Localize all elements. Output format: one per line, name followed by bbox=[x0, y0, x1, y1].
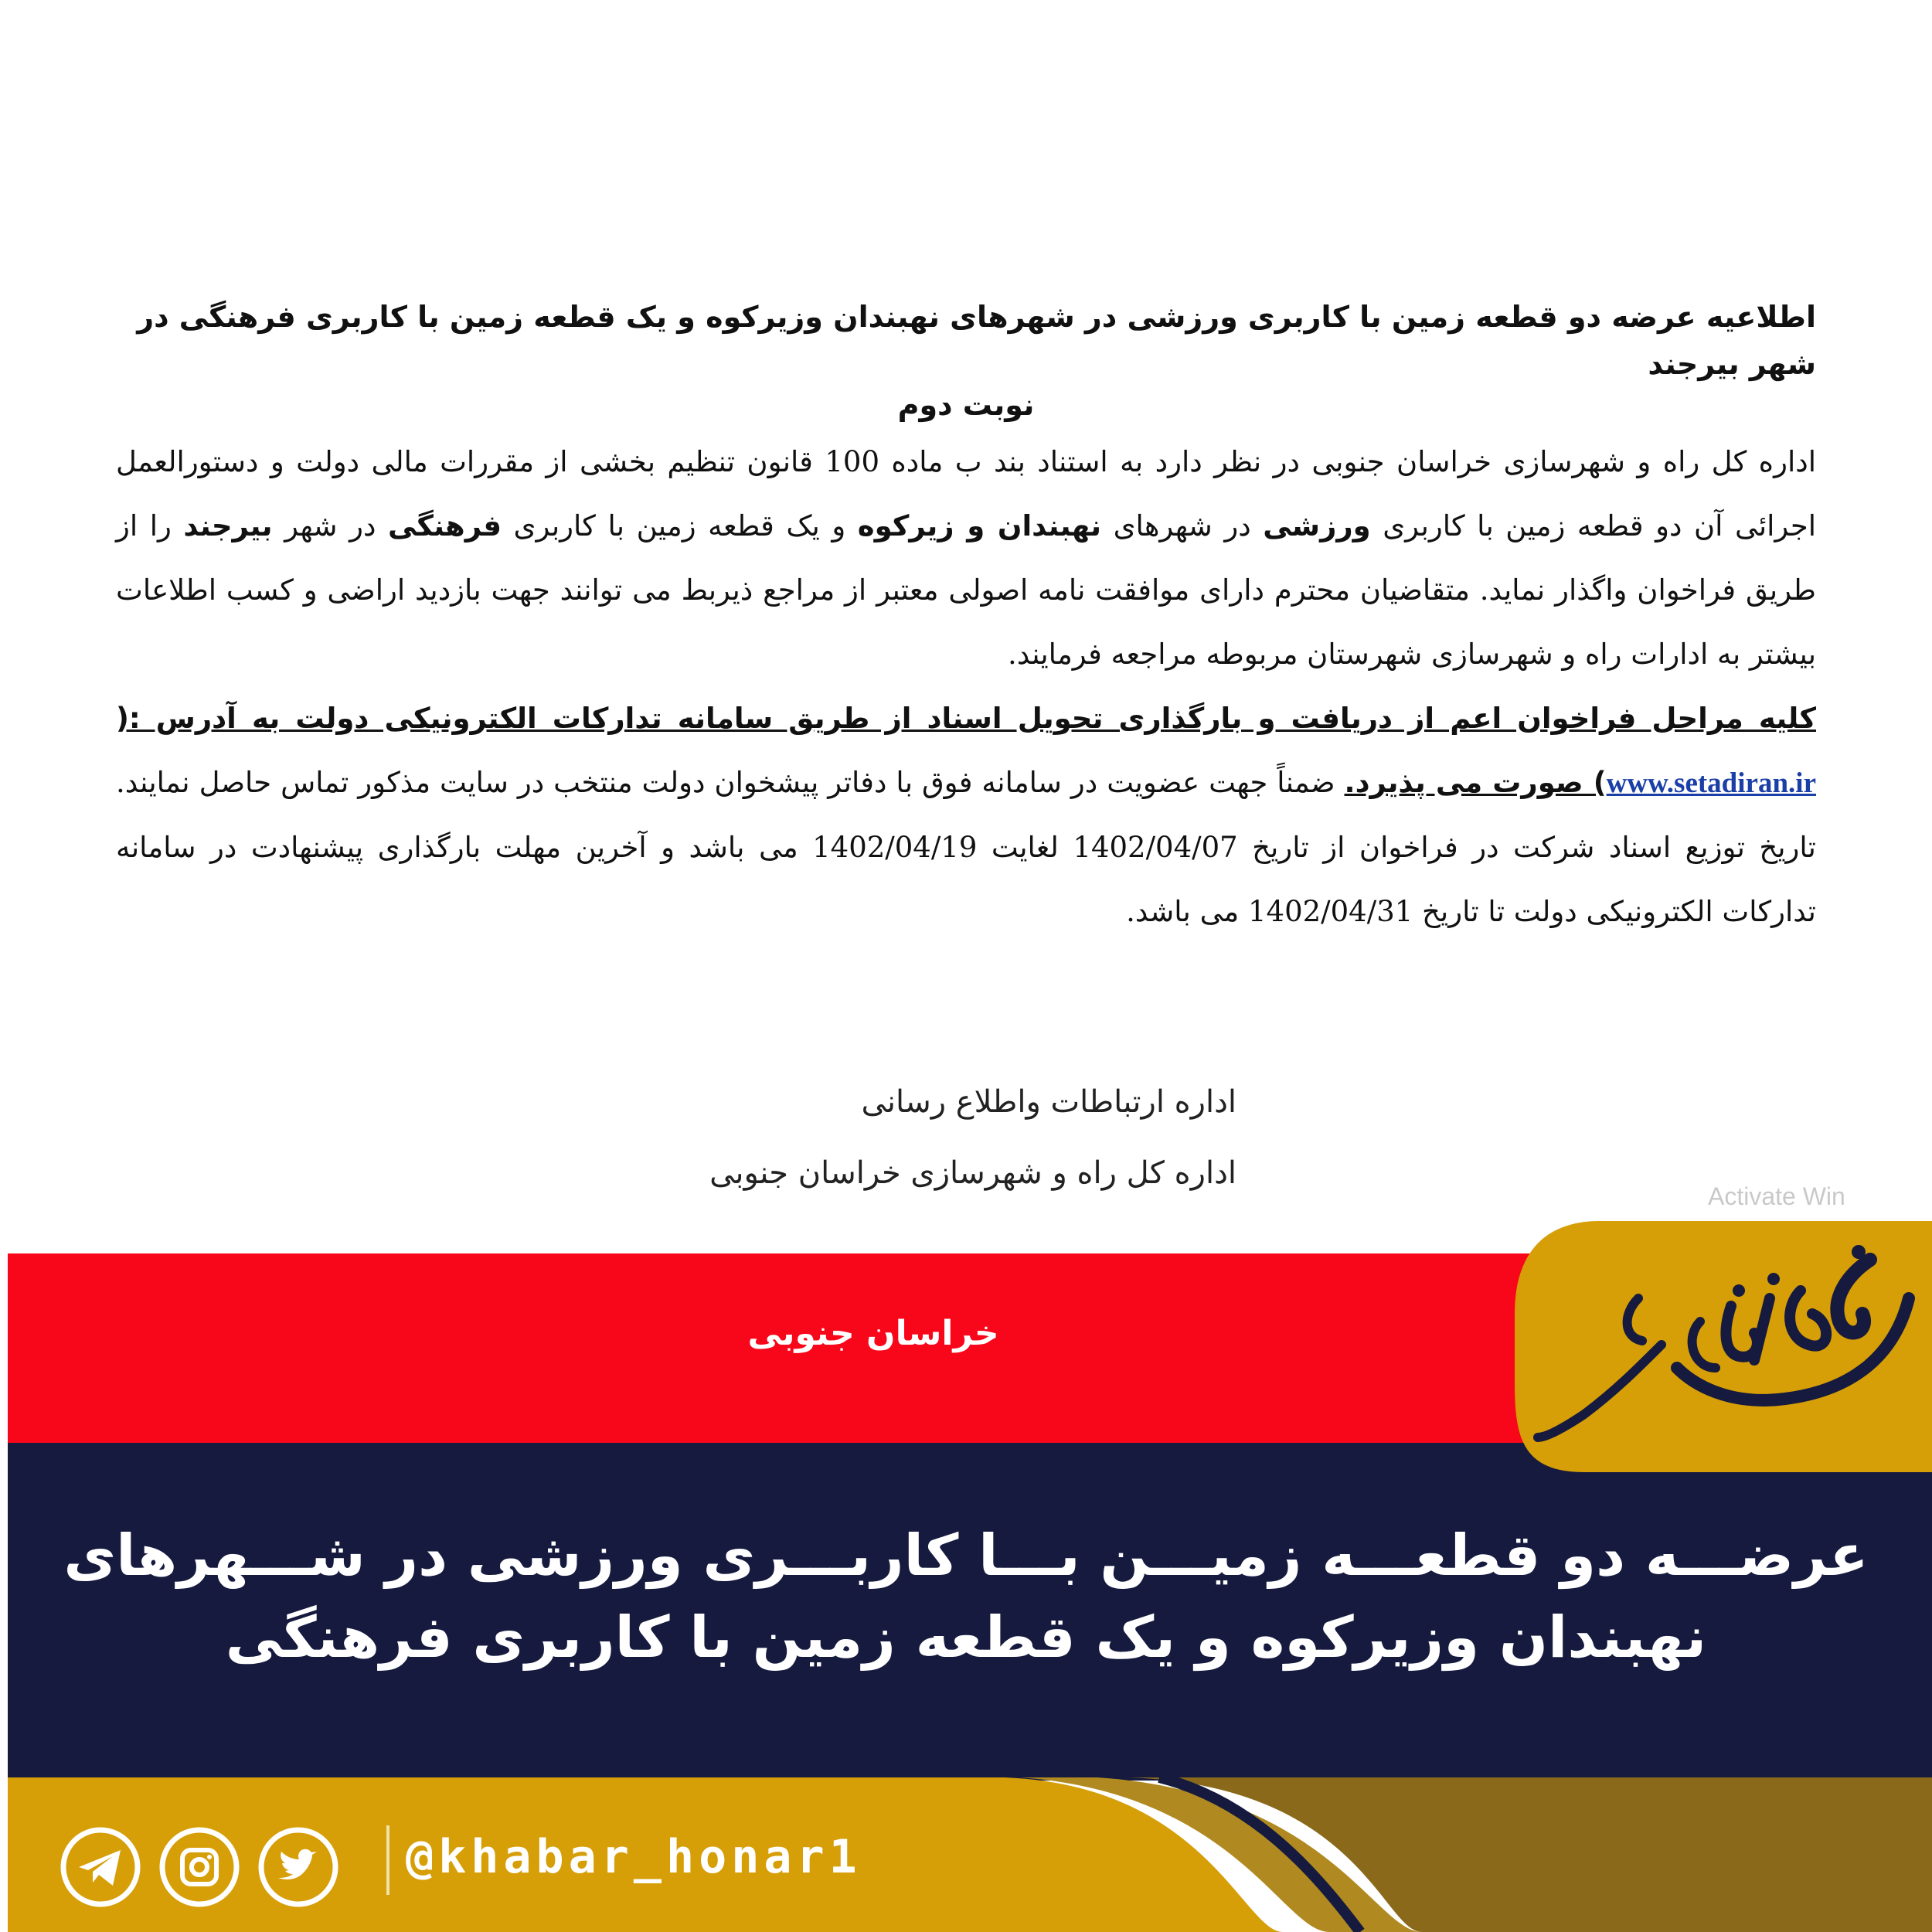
telegram-icon[interactable] bbox=[59, 1825, 142, 1909]
khabar-honar-logo bbox=[1507, 1206, 1932, 1472]
province-label: خراسان جنوبی bbox=[747, 1314, 999, 1353]
notice-title: اطلاعیه عرضه دو قطعه زمین با کاربری ورزشی در شهرهای نهبندان وزیرکوه و یک قطعه زمین با کاربری فرهنگی در شهر بیرجند bbox=[137, 300, 1816, 381]
signature-line-2: اداره کل راه و شهرسازی خراسان جنوبی bbox=[709, 1155, 1236, 1191]
instagram-icon[interactable] bbox=[158, 1825, 241, 1909]
p1-text-d: و یک قطعه زمین با کاربری bbox=[501, 509, 858, 543]
headline bbox=[23, 1515, 1909, 1679]
p1-text-a: اداره کل راه و شهرسازی خراسان جنوبی در نظر دارد به استناد بند ب ماده 100 قانون تنظیم بخشی از مقررات مالی دولت و دستورالعمل اجرائی آن دو قطعه زمین با کاربری bbox=[116, 444, 1816, 543]
twitter-icon[interactable] bbox=[257, 1825, 340, 1909]
headline-line-2: نهبندان وزیرکوه و یک قطعه زمین با کاربری فرهنگی bbox=[225, 1604, 1707, 1671]
p1-bold-cities: نهبندان و زیرکوه bbox=[857, 509, 1102, 543]
signature-block bbox=[680, 1066, 1236, 1209]
p1-bold-birjand: بیرجند bbox=[183, 509, 273, 543]
p1-bold-culture: فرهنگی bbox=[388, 509, 502, 543]
signature-line-1: اداره ارتباطات واطلاع رسانی bbox=[861, 1084, 1236, 1120]
notice-paragraph-1 bbox=[116, 430, 1816, 686]
p1-text-f: را از طریق فراخوان واگذار نماید. متقاضیان محترم دارای موافقت نامه اصولی معتبر از مراجع ذیربط می توانند جهت بازدید اراضی و کسب اطلاعات بیشتر به ادارات راه و شهرسازی شهرستان مربوطه مراجعه فرمایند. bbox=[116, 509, 1816, 671]
p2-underlined-text: کلیه مراحل فراخوان اعم از دریافت و بارگذاری تحویل اسناد از طریق سامانه تدارکات الکترونیکی دولت به آدرس :( bbox=[116, 701, 1816, 735]
notice-paragraph-2 bbox=[116, 686, 1816, 944]
notice-subtitle: نوبت دوم bbox=[897, 387, 1035, 422]
footer-divider bbox=[386, 1825, 389, 1895]
windows-activation-watermark: Activate Win bbox=[1708, 1182, 1845, 1210]
p1-text-c: در شهرهای bbox=[1101, 509, 1264, 543]
notice-document bbox=[116, 294, 1816, 944]
p1-text-e: در شهر bbox=[272, 509, 388, 543]
p2-text: ضمناً جهت عضویت در سامانه فوق با دفاتر پیشخوان دولت منتخب در سایت مذکور تماس حاصل نمایند. تاریخ توزیع اسناد شرکت در فراخوان از تاریخ 1402/04/07 لغایت 1402/04/19 می باشد و آخرین مهلت بارگذاری پیشنهادت در سامانه تدارکات الکترونیکی دولت تا تاریخ 1402/04/31 می باشد. bbox=[116, 765, 1816, 928]
social-handle[interactable]: @khabar_honar1 bbox=[406, 1830, 862, 1884]
p1-bold-sport: ورزشی bbox=[1263, 509, 1371, 543]
p2-underlined-end: ) صورت می پذیرد. bbox=[1344, 765, 1607, 799]
setadiran-link[interactable]: www.setadiran.ir bbox=[1606, 767, 1816, 799]
headline-line-1: عرضـــه دو قطعـــه زمیـــن بـــا کاربـــری ورزشی در شـــهرهای bbox=[63, 1522, 1869, 1589]
